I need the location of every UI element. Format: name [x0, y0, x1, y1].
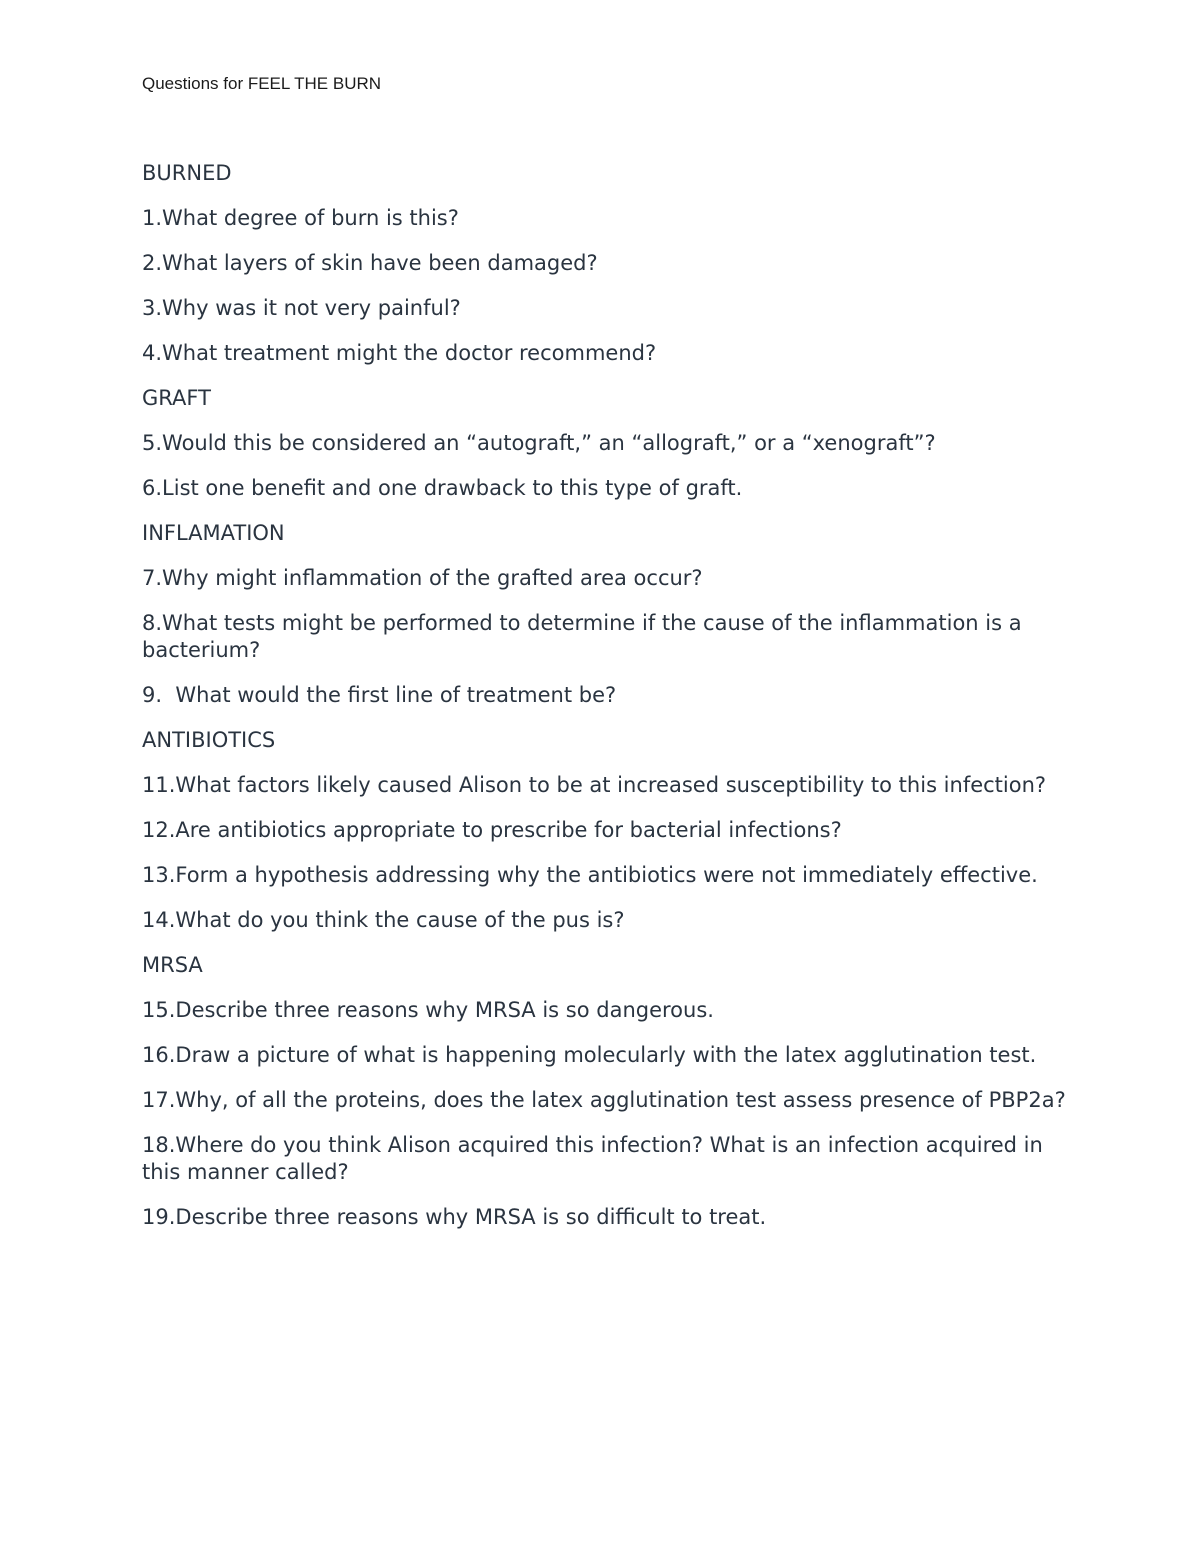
question-18: 18.Where do you think Alison acquired this infection? What is an infection acquired in this manner called?: [142, 1133, 1043, 1184]
question-8: 8.What tests might be performed to determine if the cause of the inflammation is a bacterium?: [142, 611, 1022, 662]
question-2: 2.What layers of skin have been damaged?: [142, 251, 598, 275]
question-19: 19.Describe three reasons why MRSA is so difficult to treat.: [142, 1205, 767, 1229]
question-17: 17.Why, of all the proteins, does the latex agglutination test assess presence of PBP2a?: [142, 1088, 1066, 1112]
question-13: 13.Form a hypothesis addressing why the antibiotics were not immediately effective.: [142, 863, 1038, 887]
question-4: 4.What treatment might the doctor recommend?: [142, 341, 657, 365]
question-9: 9. What would the first line of treatment be?: [142, 683, 617, 707]
question-5: 5.Would this be considered an “autograft,” an “allograft,” or a “xenograft”?: [142, 431, 936, 455]
section-heading-antibiotics: ANTIBIOTICS: [142, 728, 276, 752]
question-11: 11.What factors likely caused Alison to be at increased susceptibility to this infection?: [142, 773, 1047, 797]
section-heading-burned: BURNED: [142, 161, 232, 185]
question-16: 16.Draw a picture of what is happening molecularly with the latex agglutination test.: [142, 1043, 1037, 1067]
section-heading-mrsa: MRSA: [142, 953, 203, 977]
page-header: Questions for FEEL THE BURN: [142, 74, 382, 93]
question-1: 1.What degree of burn is this?: [142, 206, 459, 230]
question-list: [142, 160, 1082, 1249]
question-3: 3.Why was it not very painful?: [142, 296, 461, 320]
section-heading-graft: GRAFT: [142, 386, 211, 410]
section-heading-inflamation: INFLAMATION: [142, 521, 285, 545]
question-15: 15.Describe three reasons why MRSA is so dangerous.: [142, 998, 714, 1022]
question-14: 14.What do you think the cause of the pus is?: [142, 908, 625, 932]
question-7: 7.Why might inflammation of the grafted area occur?: [142, 566, 703, 590]
question-12: 12.Are antibiotics appropriate to prescribe for bacterial infections?: [142, 818, 842, 842]
question-6: 6.List one benefit and one drawback to this type of graft.: [142, 476, 743, 500]
